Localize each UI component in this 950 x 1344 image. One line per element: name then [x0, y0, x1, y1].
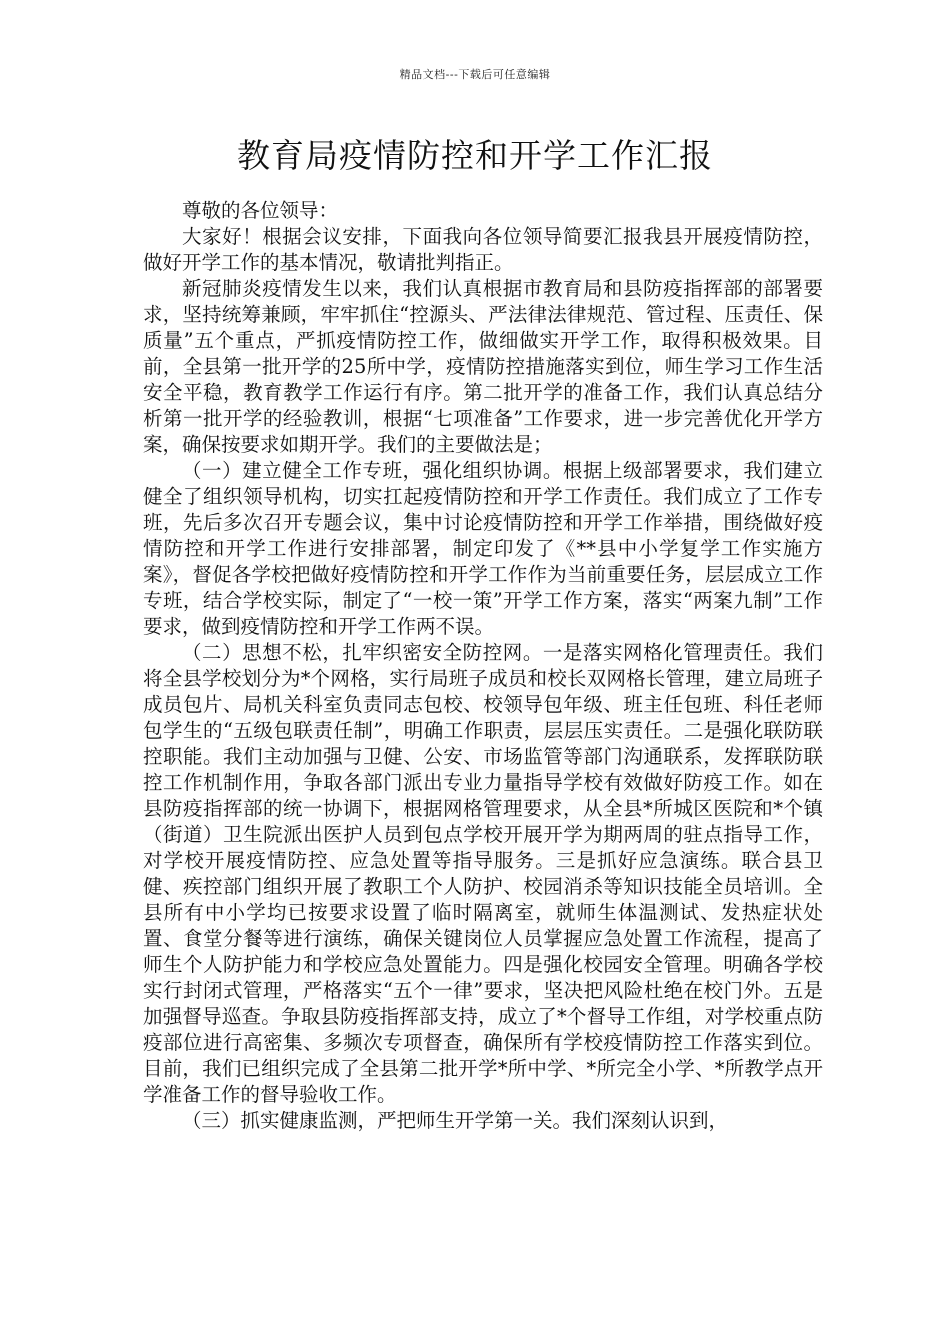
- paragraph-overview: 新冠肺炎疫情发生以来，我们认真根据市教育局和县防疫指挥部的部署要求，坚持统筹兼顾，牢牢抓住“控源头、严法律法律规范、管过程、压责任、保质量”五个重点，严抓疫情防控工作，做细做实开学工作，取得积极效果。目前，全县第一批开学的25所中学，疫情防控措施落实到位，师生学习工作生活安全平稳，教育教学工作运行有序。第二批开学的准备工作，我们认真总结分析第一批开学的经验教训，根据“七项准备”工作要求，进一步完善优化开学方案，确保按要求如期开学。我们的主要做法是；: [143, 277, 823, 456]
- paragraph-greeting: 大家好！根据会议安排，下面我向各位领导简要汇报我县开展疫情防控，做好开学工作的基本情况，敬请批判指正。: [143, 225, 823, 274]
- document-title: 教育局疫情防控和开学工作汇报: [237, 136, 713, 175]
- paragraph-section-3: （三）抓实健康监测，严把师生开学第一关。我们深刻认识到，: [182, 1109, 729, 1132]
- header-note: 精品文档---下载后可任意编辑: [399, 68, 551, 81]
- paragraph-section-2: （二）思想不松，扎牢织密安全防控网。一是落实网格化管理责任。我们将全县学校划分为*个网格，实行局班子成员和校长双网格长管理，建立局班子成员包片、局机关科室负责同志包校、校领导包年级、班主任包班、科任老师包学生的“五级包联责任制”，明确工作职责，层层压实责任。二是强化联防联控职能。我们主动加强与卫健、公安、市场监管等部门沟通联系，发挥联防联控工作机制作用，争取各部门派出专业力量指导学校有效做好防疫工作。如在县防疫指挥部的统一协调下，根据网格管理要求，从全县*所城区医院和*个镇（街道）卫生院派出医护人员到包点学校开展开学为期两周的驻点指导工作，对学校开展疫情防控、应急处置等指导服务。三是抓好应急演练。联合县卫健、疾控部门组织开展了教职工个人防护、校园消杀等知识技能全员培训。全县所有中小学均已按要求设置了临时隔离室，就师生体温测试、发热症状处置、食堂分餐等进行演练，确保关键岗位人员掌握应急处置工作流程，提高了师生个人防护能力和学校应急处置能力。四是强化校园安全管理。明确各学校实行封闭式管理，严格落实“五个一律”要求，坚决把风险杜绝在校门外。五是加强督导巡查。争取县防疫指挥部支持，成立了*个督导工作组，对学校重点防疫部位进行高密集、多频次专项督查，确保所有学校疫情防控工作落实到位。目前，我们已组织完成了全县第二批开学*所中学、*所完全小学、*所教学点开学准备工作的督导验收工作。: [143, 641, 823, 1106]
- paragraph-section-1: （一）建立健全工作专班，强化组织协调。根据上级部署要求，我们建立健全了组织领导机构，切实扛起疫情防控和开学工作责任。我们成立了工作专班，先后多次召开专题会议，集中讨论疫情防控和开学工作举措，围绕做好疫情防控和开学工作进行安排部署，制定印发了《**县中小学复学工作实施方案》，督促各学校把做好疫情防控和开学工作作为当前重要任务，层层成立工作专班，结合学校实际，制定了“一校一策”开学工作方案，落实“两案九制”工作要求，做到疫情防控和开学工作两不误。: [143, 459, 823, 638]
- document-body: [143, 198, 823, 1134]
- paragraph-salutation: 尊敬的各位领导：: [182, 199, 339, 222]
